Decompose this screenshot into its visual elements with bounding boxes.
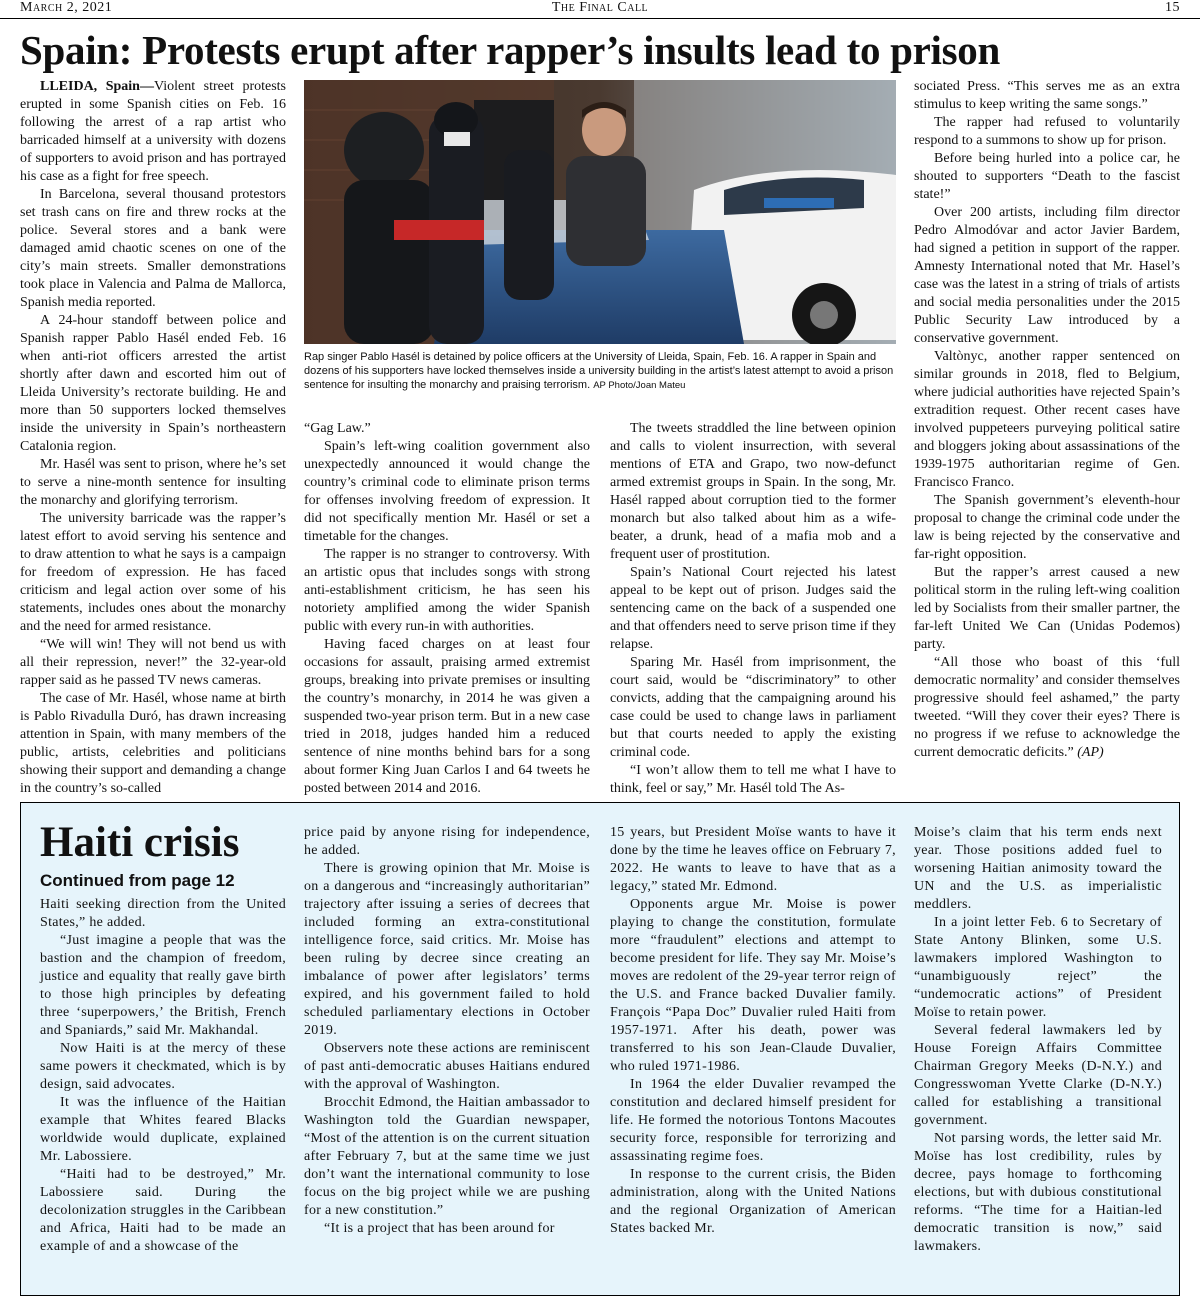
dateline: LLEIDA, Spain— <box>40 79 154 94</box>
haiti-title: Haiti crisis <box>40 819 240 866</box>
paragraph: Spain’s left-wing coalition government also unexpectedly announced it would change the country’s criminal code to eliminate prison terms for offenses involving freedom of expression. It did not specifically mention Mr. Hasél or set a timetable for the changes. <box>304 439 590 544</box>
photo-credit: AP Photo/Joan Mateu <box>593 380 686 391</box>
paragraph: Violent street protests erupted in some Spanish cities on Feb. 16 following the arrest of a rap artist who barricaded himself at a university with dozens of supporters to avoid prison and has portrayed his case as a fight for free speech. <box>20 79 286 184</box>
paragraph: Observers note these actions are reminiscent of past anti-democratic abuses Haitians endured with the approval of Washington. <box>304 1041 590 1092</box>
photo-illustration <box>304 80 896 344</box>
photo-caption <box>304 350 896 393</box>
haiti-continued-label: Continued from page 12 <box>40 871 235 890</box>
paragraph: Several federal lawmakers led by House Foreign Affairs Committee Chairman Gregory Meeks (D-N.Y.) and Congresswoman Yvette Clarke (D-N.Y.) called for establishing a transitional government. <box>914 1023 1162 1128</box>
paragraph: Before being hurled into a police car, he shouted to supporters “Death to the fascist state!” <box>914 151 1180 202</box>
article-column-1 <box>20 78 286 798</box>
page-number: 15 <box>1165 0 1180 15</box>
paragraph: Valtònyc, another rapper sentenced on similar grounds in 2018, fled to Belgium, where judicial authorities have rejected Spain’s extradition request. Other recent cases have involved puppeteers purveying political satire and bloggers joking about assassinations of the 1939-1975 authoritarian regime of Gen. Francisco Franco. <box>914 349 1180 490</box>
haiti-column-3 <box>610 824 896 1238</box>
paragraph: The rapper had refused to voluntarily respond to a summons to show up for prison. <box>914 115 1180 148</box>
paragraph: The tweets straddled the line between opinion and calls to violent insurrection, with several mentions of ETA and Grapo, two now-defunct armed extremist groups in Spain. In the song, Mr. Hasél rapped about corruption tied to the former monarch but also talked about him as a wife-beater, a drunk, head of a mafia mob and a frequent user of prostitution. <box>610 421 896 562</box>
paragraph: There is growing opinion that Mr. Moise is on a dangerous and “increasingly authoritarian” trajectory after issuing a series of decrees that included forming an extra-constitutional intelligence force, said critics. Mr. Moise has been ruling by decree since creating an imbalance of power after legislators’ terms expired, and his government failed to hold scheduled parliamentary elections in October 2019. <box>304 861 590 1038</box>
paragraph: In Barcelona, several thousand protestors set trash cans on fire and threw rocks at the police. Several stores and a bank were damaged amid chaotic scenes on one of the city’s main streets. Smaller demonstrations took place in Valencia and Palma de Mallorca, Spanish media reported. <box>20 187 286 310</box>
paragraph: The Spanish government’s eleventh-hour proposal to change the criminal code under the law is being rejected by the conservative and far-right opposition. <box>914 493 1180 562</box>
paragraph: Opponents argue Mr. Moise is power playing to change the constitution, formulate more “fraudulent” elections and attempt to become president for life. They say Mr. Moise’s moves are redolent of the 29-year terror reign of the U.S. and France backed Duvalier family. François “Papa Doc” Duvalier ruled Haiti from 1957-1971. After his death, power was transferred to his son Jean-Claude Duvalier, who ruled 1971-1986. <box>610 897 896 1074</box>
paragraph: Sparing Mr. Hasél from imprisonment, the court said, would be “discriminatory” to other convicts, adding that the campaigning around his case could be used to change laws in parliament but that courts needed to apply the existing criminal code. <box>610 655 896 760</box>
page-header <box>0 0 1200 19</box>
haiti-column-1 <box>40 896 286 1256</box>
news-photo <box>304 80 896 344</box>
article-column-4 <box>914 78 1180 762</box>
paragraph: “All those who boast of this ‘full democratic normality’ and consider themselves progressive should feel ashamed,” the party tweeted. “Will they cover their eyes? There is no progress if we refuse to acknowledge the current democratic deficits.” <box>914 655 1180 760</box>
paragraph: A 24-hour standoff between police and Spanish rapper Pablo Hasél ended Feb. 16 when anti-riot officers arrested the artist shortly after dawn and escorted him out of Lleida University’s rectorate building. He and more than 50 supporters locked themselves inside the university in Spain’s northeastern Catalonia region. <box>20 313 286 454</box>
paragraph: “Just imagine a people that was the bastion and the champion of freedom, justice and equality that really gave birth to those high principles by defeating three ‘superpowers,’ the British, French and Spaniards,” said Mr. Makhandal. <box>40 933 286 1038</box>
paragraph: In 1964 the elder Duvalier revamped the constitution and declared himself president for life. He formed the notorious Tontons Macoutes security force, responsible for terrorizing and assassinating regime foes. <box>610 1077 896 1164</box>
caption-text: Rap singer Pablo Hasél is detained by police officers at the University of Lleida, Spain, Feb. 16. A rapper in Spain and dozens of his supporters have locked themselves inside a university building in the artist’s latest attempt to avoid a prison sentence for insulting the monarchy and praising terrorism. <box>304 351 894 391</box>
article-column-2 <box>304 420 590 798</box>
paragraph: Brocchit Edmond, the Haitian ambassador to Washington told the Guardian newspaper, “Most of the attention is on the current situation after February 7, but at the same time we just don’t want the international community to lose focus on the big project while we are pushing for a new constitution.” <box>304 1095 590 1218</box>
article-column-3 <box>610 420 896 798</box>
signoff: (AP) <box>1077 745 1104 760</box>
paragraph: “I won’t allow them to tell me what I have to think, feel or say,” Mr. Hasél told The As- <box>610 763 896 796</box>
paragraph: “It is a project that has been around for <box>324 1221 555 1236</box>
paragraph: The rapper is no stranger to controversy. With an artistic opus that includes songs with strong anti-establishment criticism, he has seen his notoriety amplified among the wider Spanish public with every run-in with authorities. <box>304 547 590 634</box>
paragraph: 15 years, but President Moïse wants to have it done by the time he leaves office on February 7, 2022. He wants to leave to have that as a legacy,” stated Mr. Edmond. <box>610 825 896 894</box>
haiti-column-2 <box>304 824 590 1238</box>
paragraph: It was the influence of the Haitian example that Whites feared Blacks worldwide would duplicate, explained Mr. Labossiere. <box>40 1095 286 1164</box>
paragraph: Mr. Hasél was sent to prison, where he’s set to serve a nine-month sentence for insulting the monarchy and glorifying terrorism. <box>20 457 286 508</box>
paragraph: Not parsing words, the letter said Mr. Moïse has lost credibility, rules by decree, pays homage to forthcoming elections, but with dubious constitutional reforms. “The time for a Haitian-led democratic transition is now,” said lawmakers. <box>914 1131 1162 1254</box>
paragraph: Having faced charges on at least four occasions for assault, praising armed extremist groups, breaking into private premises or insulting the country’s monarchy, in 2014 he was given a suspended two-year prison term. But in a new case tried in 2018, judges handed him a reduced sentence of nine months behind bars for a song about former King Juan Carlos I and 64 tweets he posted between 2014 and 2016. <box>304 637 590 796</box>
paragraph: Now Haiti is at the mercy of these same powers it checkmated, which is by design, said advocates. <box>40 1041 286 1092</box>
paragraph: “Haiti had to be destroyed,” Mr. Labossiere said. During the decolonization struggles in the Caribbean and Africa, Haiti had to be made an example of and a showcase of the <box>40 1167 286 1254</box>
paragraph: Over 200 artists, including film director Pedro Almodóvar and actor Javier Bardem, had signed a petition in support of the rapper. Amnesty International noted that Mr. Hasel’s case was the latest in a string of trials of artists and social media personalities under the 2015 Public Security Law introduced by a conservative government. <box>914 205 1180 346</box>
paragraph: sociated Press. “This serves me as an extra stimulus to keep writing the same songs.” <box>914 79 1180 112</box>
paragraph: “Gag Law.” <box>304 421 371 436</box>
paragraph: In a joint letter Feb. 6 to Secretary of State Antony Blinken, some U.S. lawmakers implored Washington to “unambiguously reject” the “undemocratic actions” of President Moïse to retain power. <box>914 915 1162 1020</box>
paragraph: The case of Mr. Hasél, whose name at birth is Pablo Rivadulla Duró, has drawn increasing attention in Spain, with many members of the public, artists, celebrities and politicians showing their support and demanding a change in the country’s so-called <box>20 691 286 796</box>
paragraph: “We will win! They will not bend us with all their repression, never!” the 32-year-old rapper said as he passed TV news cameras. <box>20 637 286 688</box>
issue-date: March 2, 2021 <box>20 0 113 15</box>
paragraph: The university barricade was the rapper’s latest effort to avoid serving his sentence and to draw attention to what he says is a campaign for freedom of expression. He has faced criticism and legal action over some of his statements, includes ones about the monarchy and the need for armed resistance. <box>20 511 286 634</box>
haiti-column-4 <box>914 824 1162 1256</box>
paragraph: But the rapper’s arrest caused a new political storm in the ruling left-wing coalition led by Socialists from their smaller partner, the far-left United We Can (Unidas Podemos) party. <box>914 565 1180 652</box>
paragraph: Moise’s claim that his term ends next year. Those positions added fuel to worsening Haitian animosity toward the UN and the U.S. as imperialistic meddlers. <box>914 825 1162 912</box>
paragraph: Haiti seeking direction from the United States,” he added. <box>40 897 286 930</box>
article-headline: Spain: Protests erupt after rapper’s insults lead to prison <box>20 27 1000 73</box>
paragraph: In response to the current crisis, the Biden administration, along with the United Nations and the regional Organization of American States backed Mr. <box>610 1167 896 1236</box>
paper-name: The Final Call <box>551 0 649 15</box>
paragraph: Spain’s National Court rejected his latest appeal to be kept out of prison. Judges said the sentencing came on the back of a suspended one and that offenders need to serve prison time if they relapse. <box>610 565 896 652</box>
paragraph: price paid by anyone rising for independence, he added. <box>304 825 590 858</box>
